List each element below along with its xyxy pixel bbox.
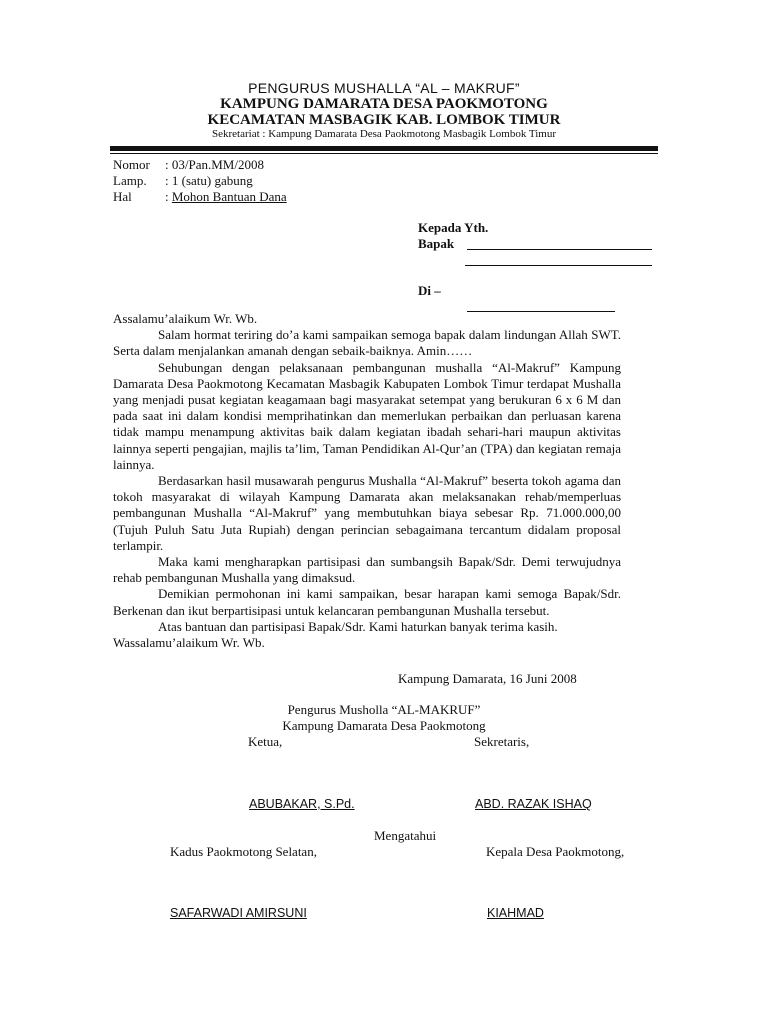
recipient-name-line-2 xyxy=(465,265,652,266)
letterhead-kampung: KAMPUNG DAMARATA DESA PAOKMOTONG xyxy=(220,96,548,112)
ketua-title: Ketua, xyxy=(248,734,283,749)
kadus-name: SAFARWADI AMIRSUNI xyxy=(170,906,307,920)
meta-lamp-label: Lamp. xyxy=(113,173,147,188)
signature-org-line-1: Pengurus Musholla “AL-MAKRUF” xyxy=(287,702,481,717)
letterhead-org: PENGURUS MUSHALLA “AL – MAKRUF” xyxy=(248,80,520,96)
letter-greeting: Assalamu’alaikum Wr. Wb. xyxy=(113,311,258,326)
letterhead-secretariat: Sekretariat : Kampung Damarata Desa Paokmotong Masbagik Lombok Timur xyxy=(212,128,556,140)
kades-name: KIAHMAD xyxy=(487,906,544,920)
letter-paragraph-1: Salam hormat teriring do’a kami sampaikan semoga bapak dalam lindungan Allah SWT. Serta dalam menjalankan amanah dengan sebaik-baiknya. Amin…… xyxy=(113,327,621,359)
meta-nomor-value: : 03/Pan.MM/2008 xyxy=(165,157,264,172)
letter-closing: Wassalamu’alaikum Wr. Wb. xyxy=(113,635,265,651)
recipient-kepada: Kepada Yth. xyxy=(418,220,489,235)
letter-paragraph-4: Maka kami mengharapkan partisipasi dan sumbangsih Bapak/Sdr. Demi terwujudnya rehab pembangunan Mushalla yang dimaksud. xyxy=(113,554,621,586)
letterhead-divider-thin xyxy=(110,153,658,154)
recipient-bapak-label: Bapak xyxy=(418,236,455,251)
recipient-name-line xyxy=(467,249,652,250)
sekretaris-name: ABD. RAZAK ISHAQ xyxy=(475,797,592,811)
meta-hal-value: Mohon Bantuan Dana xyxy=(171,189,287,204)
meta-hal xyxy=(113,189,287,205)
signature-org-line-2: Kampung Damarata Desa Paokmotong xyxy=(282,718,486,733)
kadus-title: Kadus Paokmotong Selatan, xyxy=(170,844,317,859)
meta-hal-label: Hal xyxy=(113,189,132,204)
ketua-name: ABUBAKAR, S.Pd. xyxy=(249,797,355,811)
letter-paragraph-5: Demikian permohonan ini kami sampaikan, besar harapan kami semoga Bapak/Sdr. Berkenan dan ikut berpartisipasi untuk kelancaran pembangunan Mushalla tersebut. xyxy=(113,586,621,618)
meta-lamp-value: : 1 (satu) gabung xyxy=(165,173,253,188)
letter-body xyxy=(113,311,621,651)
kades-title: Kepala Desa Paokmotong, xyxy=(486,844,625,859)
sekretaris-title: Sekretaris, xyxy=(474,734,530,749)
meta-hal-sep: : xyxy=(165,189,172,204)
letter-paragraph-2: Sehubungan dengan pelaksanaan pembangunan mushalla “Al-Makruf” Kampung Damarata Desa Paokmotong Kecamatan Masbagik Kabupaten Lombok Timur terdapat Mushalla yang menjadi pusat kegiatan keagamaan bagi masyarakat setempat yang berukuran 6 x 6 M dan pada saat ini dalam kondisi memprihatinkan dan memerlukan perbaikan dan perluasan karena tidak mampu menampung aktivitas baik dalam kegiatan ibadah sehari-hari maupun aktivitas lainnya seperti pengajian, majlis ta’lim, Taman Pendidikan Al-Qur’an (TPA) dan kegiatan remaja lainnya. xyxy=(113,359,621,472)
meta-nomor-label: Nomor xyxy=(113,157,150,172)
meta-nomor xyxy=(113,157,264,173)
letter-paragraph-3: Berdasarkan hasil musawarah pengurus Mushalla “Al-Makruf” beserta tokoh agama dan tokoh masyarakat di wilayah Kampung Damarata akan melaksanakan rehab/memperluas pembangunan Mushalla “Al-Makruf” yang membutuhkan biaya sebesar Rp. 71.000.000,00 (Tujuh Puluh Satu Juta Rupiah) dengan perincian sebagaimana tercantum didalam proposal terlampir. xyxy=(113,473,621,553)
place-date: Kampung Damarata, 16 Juni 2008 xyxy=(398,671,577,686)
recipient-di-label: Di – xyxy=(418,283,441,298)
letterhead-divider-thick xyxy=(110,146,658,151)
letter-paragraph-6: Atas bantuan dan partisipasi Bapak/Sdr. Kami haturkan banyak terima kasih. xyxy=(158,618,558,634)
mengetahui-label: Mengatahui xyxy=(374,828,437,843)
letterhead-kecamatan: KECAMATAN MASBAGIK KAB. LOMBOK TIMUR xyxy=(207,112,561,128)
meta-lamp xyxy=(113,173,253,189)
